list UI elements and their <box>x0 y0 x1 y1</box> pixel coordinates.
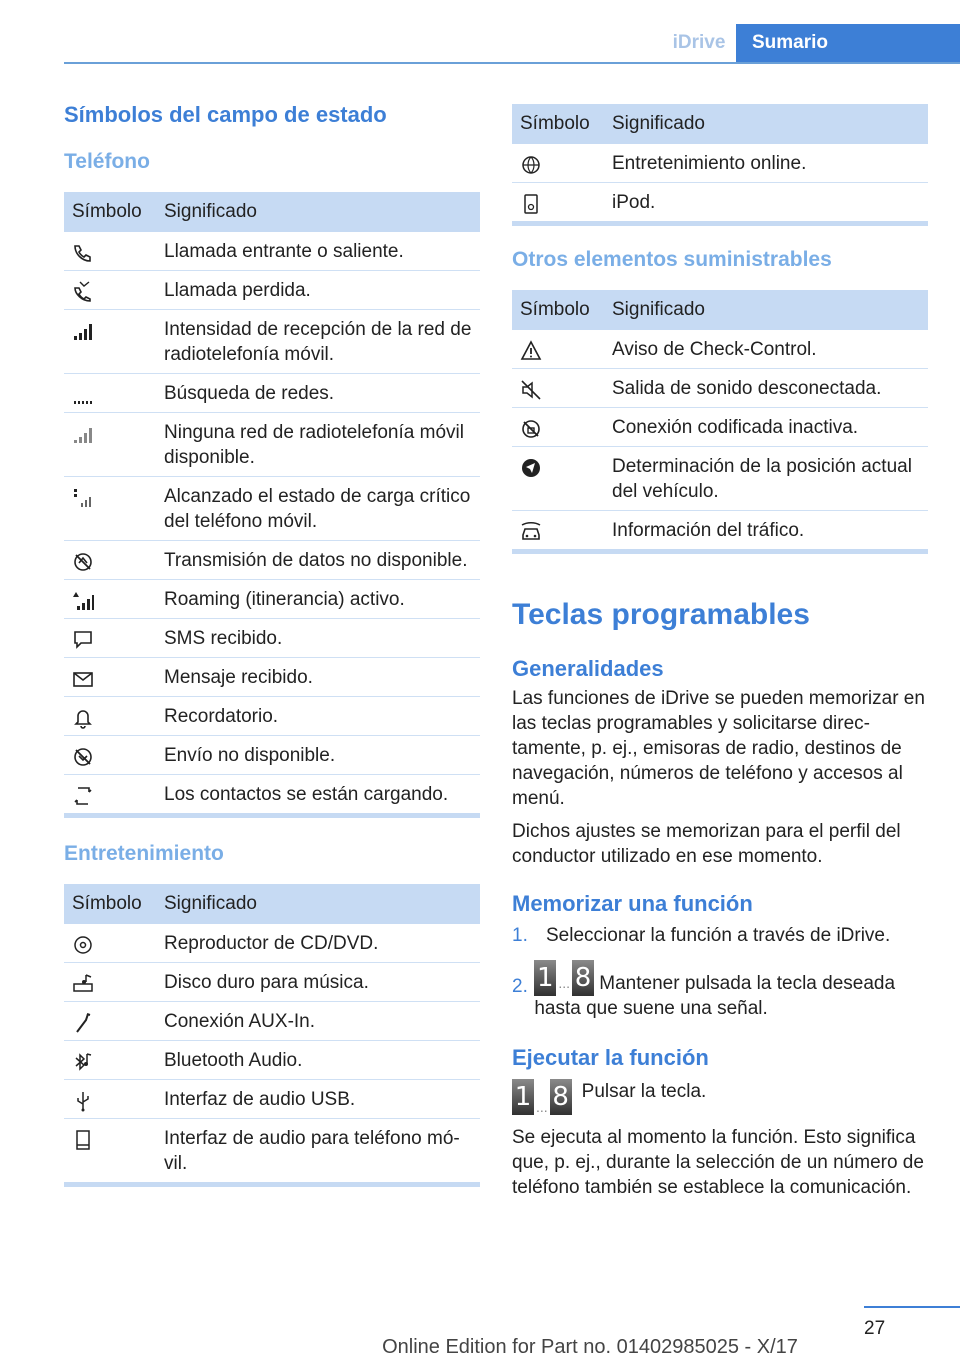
symbol-cell <box>64 271 156 310</box>
pulsar-text: Pulsar la tecla. <box>581 1081 707 1102</box>
symbol-cell <box>64 232 156 271</box>
symbol-cell <box>64 541 156 580</box>
ipod-icon <box>520 193 598 215</box>
col-symbol: Símbolo <box>64 884 156 924</box>
ejecutar-row <box>512 1079 928 1115</box>
telefono-title: Teléfono <box>64 150 150 173</box>
generalidades-title: Generalidades <box>512 656 664 681</box>
memorizar-title: Memorizar una función <box>512 891 753 916</box>
meaning-cell: Búsqueda de redes. <box>156 374 480 413</box>
ejecutar-paragraph: Se ejecuta al momento la función. Esto significa que, p. ej., durante la selección de un número de teléfono también se establece la comunicación. <box>512 1127 924 1198</box>
table-row <box>512 183 928 224</box>
meaning-cell: Conexión AUX-In. <box>156 1002 480 1041</box>
meaning-cell: Aviso de Check-Control. <box>604 330 928 369</box>
meaning-cell: iPod. <box>604 183 928 224</box>
symbol-cell <box>64 580 156 619</box>
symbol-cell <box>64 477 156 541</box>
meaning-cell: Transmisión de datos no disponible. <box>156 541 480 580</box>
battery-critical-icon <box>72 487 150 509</box>
meaning-cell: Determinación de la posición actual del vehículo. <box>604 447 928 511</box>
step-text: Mantener pulsada la tecla deseada hasta que suene una señal. <box>534 973 896 1019</box>
signal-strength-icon <box>72 320 150 342</box>
warning-icon <box>520 340 598 362</box>
table-row <box>64 619 480 658</box>
meaning-cell: Información del tráfico. <box>604 511 928 552</box>
symbol-cell <box>512 183 604 224</box>
right-column <box>512 104 928 1200</box>
meaning-cell: Recordatorio. <box>156 697 480 736</box>
key-8-icon: 8 <box>550 1079 572 1115</box>
meaning-cell: Los contactos se están cargando. <box>156 775 480 816</box>
meaning-cell: Llamada entrante o saliente. <box>156 232 480 271</box>
table-row <box>64 658 480 697</box>
meaning-cell: Intensidad de recepción de la red de radiotelefonía móvil. <box>156 310 480 374</box>
meaning-cell: Bluetooth Audio. <box>156 1041 480 1080</box>
symbol-cell <box>512 447 604 511</box>
symbol-cell <box>64 775 156 816</box>
col-meaning: Significado <box>604 290 928 330</box>
phone-audio-icon <box>72 1129 150 1151</box>
cd-icon <box>72 934 150 956</box>
no-network-icon <box>72 423 150 445</box>
phone-call-icon <box>72 242 150 264</box>
key-dots: ... <box>536 1099 548 1115</box>
meaning-cell: Alcanzado el estado de carga crítico del teléfono móvil. <box>156 477 480 541</box>
symbol-cell <box>512 511 604 552</box>
sms-icon <box>72 629 150 651</box>
symbol-cell <box>512 330 604 369</box>
col-symbol: Símbolo <box>512 104 604 144</box>
symbol-cell <box>64 1002 156 1041</box>
meaning-cell: Envío no disponible. <box>156 736 480 775</box>
network-search-icon <box>72 384 150 406</box>
table-row <box>64 1041 480 1080</box>
telefono-table <box>64 192 480 818</box>
table-row <box>64 924 480 963</box>
contacts-loading-icon <box>72 785 150 807</box>
meaning-cell: Roaming (itinerancia) activo. <box>156 580 480 619</box>
roaming-icon <box>72 590 150 612</box>
meaning-cell: Entretenimiento online. <box>604 144 928 183</box>
header-chapter[interactable]: Sumario <box>736 24 960 62</box>
table-row <box>64 580 480 619</box>
meaning-cell: Llamada perdida. <box>156 271 480 310</box>
symbol-cell <box>64 1080 156 1119</box>
symbol-cell <box>64 963 156 1002</box>
symbol-cell <box>64 697 156 736</box>
teclas-title: Teclas programables <box>512 598 810 631</box>
symbol-cell <box>64 413 156 477</box>
symbol-cell <box>64 310 156 374</box>
position-icon <box>520 457 598 479</box>
symbol-cell <box>64 658 156 697</box>
step-number: 2. <box>512 976 528 997</box>
left-column <box>64 102 480 1187</box>
encrypted-off-icon <box>520 418 598 440</box>
symbol-cell <box>512 408 604 447</box>
page-header <box>64 24 960 64</box>
meaning-cell: Reproductor de CD/DVD. <box>156 924 480 963</box>
key-1-icon: 1 <box>512 1079 534 1115</box>
col-meaning: Significado <box>604 104 928 144</box>
usb-icon <box>72 1090 150 1112</box>
symbol-cell <box>64 736 156 775</box>
section-title: Símbolos del campo de estado <box>64 102 387 127</box>
missed-call-icon <box>72 281 150 303</box>
table-row <box>64 1119 480 1185</box>
meaning-cell: Interfaz de audio USB. <box>156 1080 480 1119</box>
generalidades-paragraph: Las funciones de iDrive se pueden memorizar en las teclas programables y solicitarse directamente, p. ej., emisoras de radio, destinos de navegación, números de teléfono y accesos al menú. <box>512 688 925 809</box>
no-data-icon <box>72 551 150 573</box>
table-row <box>64 271 480 310</box>
table-row <box>512 144 928 183</box>
page-number: 27 <box>864 1318 886 1339</box>
otros-title: Otros elementos suministrables <box>512 248 832 271</box>
table-row <box>64 1080 480 1119</box>
table-row <box>512 447 928 511</box>
symbol-cell <box>64 1041 156 1080</box>
key-1-icon: 1 <box>534 960 556 996</box>
table-row <box>64 697 480 736</box>
table-row <box>64 541 480 580</box>
col-meaning: Significado <box>156 884 480 924</box>
meaning-cell: Ninguna red de radiotelefonía móvil disponible. <box>156 413 480 477</box>
header-section[interactable]: iDrive <box>672 32 726 53</box>
meaning-cell: SMS recibido. <box>156 619 480 658</box>
entretenimiento-title: Entretenimiento <box>64 842 224 865</box>
table-row <box>64 232 480 271</box>
table-row <box>512 369 928 408</box>
traffic-info-icon <box>520 521 598 543</box>
symbol-cell <box>64 924 156 963</box>
perfil-paragraph: Dichos ajustes se memorizan para el perfil del conductor utilizado en ese momento. <box>512 821 901 867</box>
otros-table <box>512 290 928 554</box>
table-row <box>512 511 928 552</box>
key-dots: ... <box>558 975 570 991</box>
step-1 <box>512 923 928 948</box>
meaning-cell: Salida de sonido desconectada. <box>604 369 928 408</box>
hard-disk-icon <box>72 973 150 995</box>
table-row <box>64 310 480 374</box>
col-symbol: Símbolo <box>512 290 604 330</box>
bluetooth-audio-icon <box>72 1051 150 1073</box>
table-row <box>64 963 480 1002</box>
symbol-cell <box>64 374 156 413</box>
meaning-cell: Interfaz de audio para teléfono móvil. <box>156 1119 480 1185</box>
online-entertainment-icon <box>520 154 598 176</box>
table-row <box>64 775 480 816</box>
table-row <box>64 736 480 775</box>
table-row <box>64 374 480 413</box>
sound-off-icon <box>520 379 598 401</box>
footer-rule <box>864 1306 960 1308</box>
entretenimiento-cont-table <box>512 104 928 226</box>
col-symbol: Símbolo <box>64 192 156 232</box>
meaning-cell: Mensaje recibido. <box>156 658 480 697</box>
entretenimiento-table <box>64 884 480 1187</box>
meaning-cell: Disco duro para música. <box>156 963 480 1002</box>
col-meaning: Significado <box>156 192 480 232</box>
step-number: 1. <box>512 925 528 946</box>
meaning-cell: Conexión codificada inactiva. <box>604 408 928 447</box>
send-unavailable-icon <box>72 746 150 768</box>
table-row <box>64 477 480 541</box>
step-2 <box>512 960 928 1021</box>
step-text: Seleccionar la función a través de iDrive. <box>546 925 891 946</box>
key-8-icon: 8 <box>572 960 594 996</box>
table-row <box>64 1002 480 1041</box>
symbol-cell <box>512 369 604 408</box>
symbol-cell <box>64 619 156 658</box>
ejecutar-title: Ejecutar la función <box>512 1045 709 1070</box>
table-row <box>512 330 928 369</box>
table-row <box>512 408 928 447</box>
edition-footer: Online Edition for Part no. 01402985025 - X/17 <box>382 1336 798 1358</box>
aux-in-icon <box>72 1012 150 1034</box>
symbol-cell <box>64 1119 156 1185</box>
bell-icon <box>72 707 150 729</box>
symbol-cell <box>512 144 604 183</box>
table-row <box>64 413 480 477</box>
message-icon <box>72 668 150 690</box>
